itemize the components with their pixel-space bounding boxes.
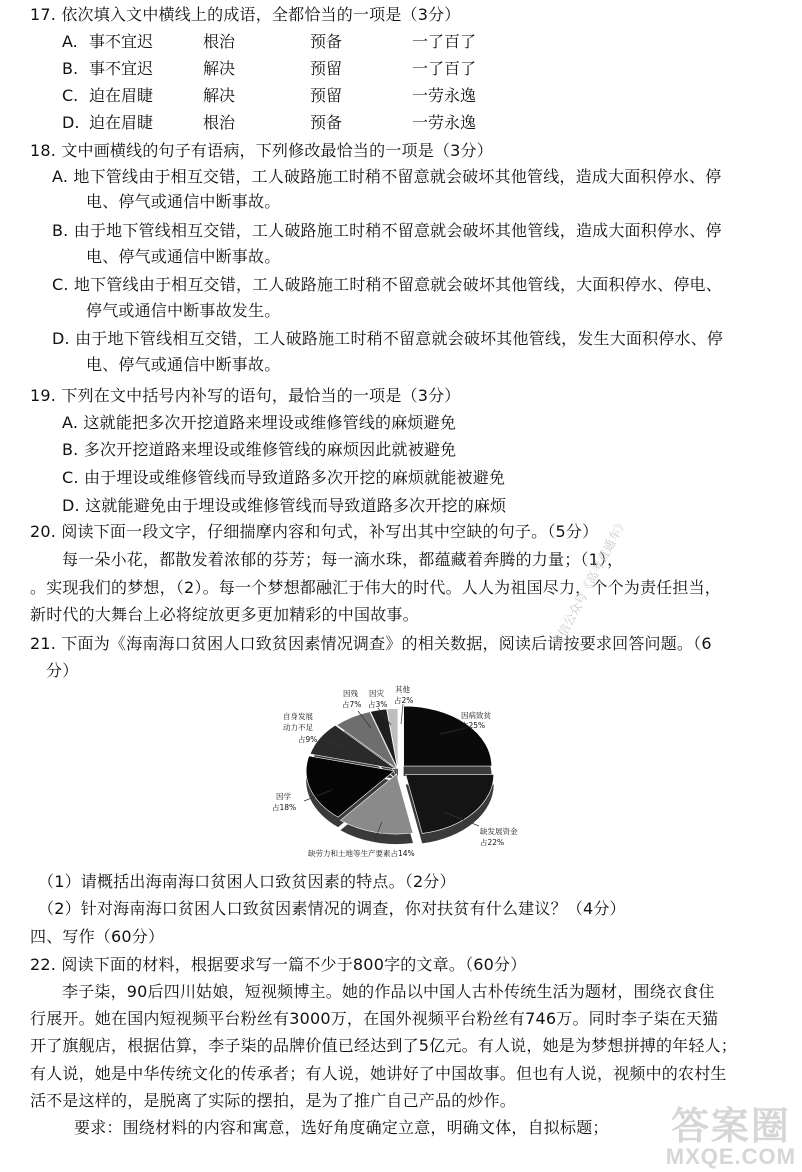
word-2: 解决 xyxy=(203,86,236,105)
idiom-1: 事不宜迟 xyxy=(89,59,154,78)
q18-option-c-line1: C. 地下管线由于相互交错，工人破路施工时稍不留意就会破坏其他管线，大面积停水、停电、 xyxy=(52,275,722,294)
leader-line xyxy=(401,704,403,724)
watermark-logo xyxy=(666,1106,796,1168)
label-self-motivation: 自身发展 动力不足 占9% xyxy=(283,712,318,744)
word-3: 预留 xyxy=(310,86,343,105)
label-labor-land: 缺劳力和土地等生产要素占14% xyxy=(308,849,415,858)
q17-option-a xyxy=(62,31,762,53)
q22-material-line5: 活不是这样的，是脱离了实际的摆拍，是为了推广自己产品的炒作。 xyxy=(30,1091,517,1110)
label-disability: 因残 占7% xyxy=(342,689,362,709)
q20-passage-line3: 新时代的大舞台上必将绽放更多更加精彩的中国故事。 xyxy=(30,605,419,624)
pie-chart xyxy=(270,684,540,860)
q18-option-c-line2: 停气或通信中断事故发生。 xyxy=(86,301,281,320)
word-3: 预备 xyxy=(310,32,343,51)
q17-option-b xyxy=(62,58,762,80)
option-label: A. xyxy=(62,32,78,51)
q22-stem: 22. 阅读下面的材料，根据要求写一篇不少于800字的文章。（60分） xyxy=(30,955,527,974)
label-funds: 缺发展资金 占22% xyxy=(480,827,518,847)
q19-option-c: C. 由于埋设或维修管线而导致道路多次开挖的麻烦就能被避免 xyxy=(62,468,506,487)
word-3: 预备 xyxy=(310,113,343,132)
q18-option-b-line1: B. 由于地下管线相互交错，工人破路施工时稍不留意就会破坏其他管线，造成大面积停水、停 xyxy=(52,221,722,240)
q17-stem: 17. 依次填入文中横线上的成语，全都恰当的一项是（3分） xyxy=(30,5,461,24)
q20-passage-line2: 。实现我们的梦想，（2）。每一个梦想都融汇于伟大的时代。人人为祖国尽力，个个为责任担当， xyxy=(30,578,721,597)
option-label: C. xyxy=(62,86,79,105)
idiom-4: 一了百了 xyxy=(412,32,477,51)
q18-stem: 18. 文中画横线的句子有语病，下列修改最恰当的一项是（3分） xyxy=(30,141,493,160)
q22-material-line3: 开了旗舰店，根据估算，李子柒的品牌价值已经达到了5亿元。有人说，她是为梦想拼搏的年轻人； xyxy=(30,1036,737,1055)
idiom-1: 事不宜迟 xyxy=(89,32,154,51)
q19-option-a: A. 这就能把多次开挖道路来埋设或维修管线的麻烦避免 xyxy=(62,413,457,432)
q19-option-b: B. 多次开挖道路来埋设或维修管线的麻烦因此就被避免 xyxy=(62,440,457,459)
label-education: 因学 占18% xyxy=(272,792,297,812)
q21-stem-line1: 21. 下面为《海南海口贫困人口致贫因素情况调查》的相关数据，阅读后请按要求回答问题。（6 xyxy=(30,634,712,653)
q19-stem: 19. 下列在文中括号内补写的语句，最恰当的一项是（3分） xyxy=(30,386,461,405)
q21-subquestion-2: （2）针对海南海口贫困人口致贫因素情况的调查，你对扶贫有什么建议？（4分） xyxy=(38,899,626,918)
label-disaster: 因灾 占3% xyxy=(368,689,388,709)
q18-option-a-line1: A. 地下管线由于相互交错，工人破路施工时稍不留意就会破坏其他管线，造成大面积停水、停 xyxy=(52,167,722,186)
word-3: 预留 xyxy=(310,59,343,78)
q18-option-d-line2: 电、停气或通信中断事故。 xyxy=(86,355,281,374)
q20-stem: 20. 阅读下面一段文字，仔细揣摩内容和句式，补写出其中空缺的句子。（5分） xyxy=(30,522,599,541)
q17-option-c xyxy=(62,85,762,107)
word-2: 根治 xyxy=(203,113,236,132)
label-illness: 因病致贫 占25% xyxy=(461,711,491,730)
watermark-text: 微信公众号《高考直通车》 xyxy=(549,515,630,650)
idiom-1: 迫在眉睫 xyxy=(89,113,154,132)
section-writing-heading: 四、写作（60分） xyxy=(30,927,165,946)
label-other: 其他 占2% xyxy=(394,685,414,705)
idiom-1: 迫在眉睫 xyxy=(89,86,154,105)
q17-option-d xyxy=(62,112,762,134)
word-2: 解决 xyxy=(203,59,236,78)
q18-option-d-line1: D. 由于地下管线相互交错，工人破路施工时稍不留意就会破坏其他管线，发生大面积停水、停 xyxy=(52,329,724,348)
q22-requirements: 要求：围绕材料的内容和寓意，选好角度确定立意，明确文体，自拟标题； xyxy=(74,1118,609,1137)
q20-passage-line1: 每一朵小花，都散发着浓郁的芬芳；每一滴水珠，都蕴藏着奔腾的力量；（1）， xyxy=(62,550,624,569)
q22-material-line2: 行展开。她在国内短视频平台粉丝有3000万，在国外视频平台粉丝有746万。同时李子柒在天猫 xyxy=(30,1009,719,1028)
q18-option-a-line2: 电、停气或通信中断事故。 xyxy=(86,192,281,211)
idiom-4: 一了百了 xyxy=(412,59,477,78)
option-label: D. xyxy=(62,113,80,132)
idiom-4: 一劳永逸 xyxy=(412,113,477,132)
q22-material-line4: 有人说，她是中华传统文化的传承者；有人说，她讲好了中国故事。但也有人说，视频中的农村生 xyxy=(30,1064,727,1083)
word-2: 根治 xyxy=(203,32,236,51)
q18-option-b-line2: 电、停气或通信中断事故。 xyxy=(86,247,281,266)
q19-option-d: D. 这就能避免由于埋设或维修管线而导致道路多次开挖的麻烦 xyxy=(62,496,507,515)
q22-material-line1: 李子柒，90后四川姑娘，短视频博主。她的作品以中国人古朴传统生活为题材，围绕衣食住 xyxy=(62,982,715,1001)
logo-en: MXQE.COM xyxy=(665,1144,796,1169)
q21-stem-line2: 分） xyxy=(46,661,79,680)
option-label: B. xyxy=(62,59,79,78)
logo-cn: 答案圈 xyxy=(670,1104,791,1148)
idiom-4: 一劳永逸 xyxy=(412,86,477,105)
q21-subquestion-1: （1）请概括出海南海口贫困人口致贫因素的特点。（2分） xyxy=(38,872,456,891)
